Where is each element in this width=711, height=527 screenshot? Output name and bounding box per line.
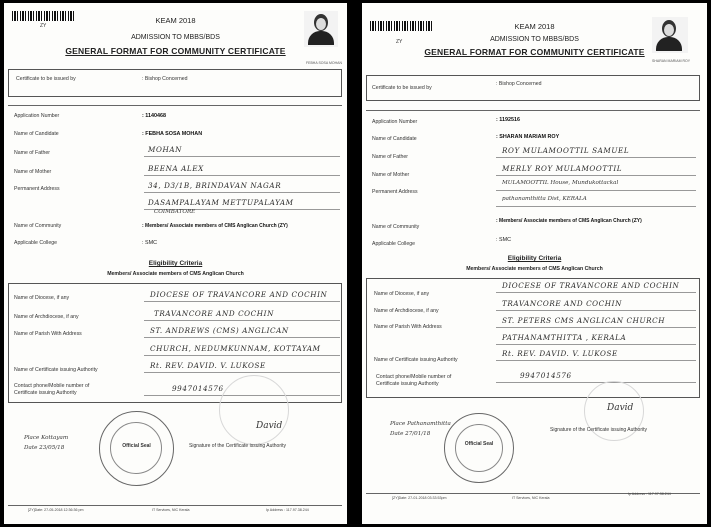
photo-caption: SHARAN MARIAM ROY <box>652 59 691 63</box>
address-line2: pathanamthitta Dist, KERALA <box>502 196 587 202</box>
community-value: : Members/ Associate members of CMS Anglican Church (ZY) <box>496 218 642 224</box>
parish-label: Name of Parish With Address <box>374 324 442 330</box>
candidate-name-value: : FEBHA SOSA MOHAN <box>142 131 203 137</box>
certificate-left <box>4 3 347 524</box>
father-name-value: MOHAN <box>148 145 182 154</box>
signature-caption: Signature of the Certificate issuing Authority <box>189 443 286 449</box>
contact-value: 9947014576 <box>520 371 572 380</box>
address-label: Permanent Address <box>14 186 60 192</box>
college-value: : SMC <box>142 240 157 246</box>
father-name-label: Name of Father <box>372 154 409 160</box>
authority-label: Name of Certificate issuing Authority <box>374 357 458 363</box>
footer-date: [ZY]Date: 27-05-2018 12:36:36 pm <box>28 508 84 512</box>
footer-service: IT Services, NIC Kerala <box>512 496 550 500</box>
address-line1: 34, D3/1B, BRINDAVAN NAGAR <box>148 181 282 190</box>
category-code: ZY <box>40 23 47 29</box>
address-line1: MULAMOOTTIL House, Mundukottackal <box>502 180 619 186</box>
community-label: Name of Community <box>372 224 420 230</box>
contact-label-1: Contact phone/Mobile number of <box>14 383 90 389</box>
signature-caption: Signature of the Certificate issuing Authority <box>550 427 647 433</box>
barcode-icon <box>370 21 432 31</box>
authority-value: Rt. REV. DAVID. V. LUKOSE <box>502 349 618 358</box>
parish-line1: ST. ANDREWS (CMS) ANGLICAN <box>150 326 289 335</box>
seal-text: Official Seal <box>464 441 494 447</box>
application-number-label: Application Number <box>372 119 418 125</box>
contact-value: 9947014576 <box>172 384 224 393</box>
contact-label-2: Certificate issuing Authority <box>14 390 77 396</box>
authority-value: Rt. REV. DAVID. V. LUKOSE <box>150 361 266 370</box>
place-field: Place Pathanamthitta <box>390 421 451 427</box>
mother-name-label: Name of Mother <box>14 169 52 175</box>
signature: David <box>256 421 283 431</box>
diocese-value: DIOCESE OF TRAVANCORE AND COCHIN <box>502 281 680 290</box>
divider <box>8 105 342 106</box>
admission-title: ADMISSION TO MBBS/BDS <box>131 34 220 41</box>
category-code: ZY <box>396 39 403 45</box>
official-seal-icon <box>444 413 514 483</box>
archdiocese-value: TRAVANCORE AND COCHIN <box>502 299 622 308</box>
parish-line2: CHURCH, NEDUMKUNNAM, KOTTAYAM <box>150 344 321 353</box>
certificate-right <box>362 3 707 524</box>
eligibility-title: Eligibility Criteria <box>507 255 562 262</box>
issued-by-label: Certificate to be issued by <box>16 76 76 82</box>
issued-by-box <box>8 69 342 97</box>
community-label: Name of Community <box>14 223 62 229</box>
parish-label: Name of Parish With Address <box>14 331 82 337</box>
eligibility-title: Eligibility Criteria <box>148 260 203 267</box>
archdiocese-label: Name of Archdiocese, if any <box>14 314 79 320</box>
college-label: Applicable College <box>372 241 415 247</box>
parish-line1: ST. PETERS CMS ANGLICAN CHURCH <box>502 316 666 325</box>
diocese-label: Name of Diocese, if any <box>374 291 430 297</box>
college-value: : SMC <box>496 237 511 243</box>
candidate-photo <box>652 17 688 53</box>
exam-title: KEAM 2018 <box>514 22 555 31</box>
father-name-label: Name of Father <box>14 150 51 156</box>
application-number-value: : 1140468 <box>142 113 166 119</box>
contact-label-1: Contact phone/Mobile number of <box>376 374 452 380</box>
page-title: GENERAL FORMAT FOR COMMUNITY CERTIFICATE <box>424 47 645 57</box>
diocese-label: Name of Diocese, if any <box>14 295 70 301</box>
diocese-value: DIOCESE OF TRAVANCORE AND COCHIN <box>150 290 328 299</box>
mother-name-value: MERLY ROY MULAMOOTTIL <box>502 164 623 173</box>
date-field: Date 23/05/18 <box>24 445 65 451</box>
archdiocese-value: TRAVANCORE AND COCHIN <box>154 309 274 318</box>
address-line3: COIMBATORE <box>154 209 196 215</box>
page-title: GENERAL FORMAT FOR COMMUNITY CERTIFICATE <box>65 46 286 56</box>
community-value: : Members/ Associate members of CMS Anglican Church (ZY) <box>142 223 288 229</box>
photo-caption: FEBHA SOSA MOHAN <box>306 61 342 65</box>
issued-by-value: : Bishop Concerned <box>496 81 542 87</box>
candidate-photo <box>304 11 338 47</box>
signature: David <box>607 403 634 413</box>
application-number-value: : 1192516 <box>496 117 520 123</box>
issued-by-label: Certificate to be issued by <box>372 85 432 91</box>
seal-text: Official Seal <box>122 443 151 449</box>
application-number-label: Application Number <box>14 113 60 119</box>
candidate-name-label: Name of Candidate <box>372 136 417 142</box>
footer-service: IT Services, NIC Kerala <box>152 508 190 512</box>
candidate-name-label: Name of Candidate <box>14 131 59 137</box>
footer-ip: Ip Address : 117.97.38.244 <box>628 492 671 496</box>
exam-title: KEAM 2018 <box>155 16 196 25</box>
address-label: Permanent Address <box>372 189 418 195</box>
eligibility-subtitle: Members/ Associate members of CMS Anglican Church <box>107 271 244 277</box>
date-field: Date 27/01/18 <box>390 431 431 437</box>
candidate-name-value: : SHARAN MARIAM ROY <box>496 134 560 140</box>
archdiocese-label: Name of Archdiocese, if any <box>374 308 439 314</box>
college-label: Applicable College <box>14 240 57 246</box>
address-line2: DASAMPALAYAM METTUPALAYAM <box>148 198 294 207</box>
footer-ip: Ip Address : 117.97.38.244 <box>266 508 309 512</box>
authority-label: Name of Certificate issuing Authority <box>14 367 98 373</box>
contact-label-2: Certificate issuing Authority <box>376 381 439 387</box>
issued-by-value: : Bishop Concerned <box>142 76 188 82</box>
barcode-icon <box>12 11 74 21</box>
mother-name-value: BEENA ALEX <box>148 164 204 173</box>
father-name-value: ROY MULAMOOTTIL SAMUEL <box>502 146 630 155</box>
parish-line2: PATHANAMTHITTA , KERALA <box>502 333 627 342</box>
mother-name-label: Name of Mother <box>372 172 410 178</box>
eligibility-subtitle: Members/ Associate members of CMS Anglican Church <box>466 266 603 272</box>
admission-title: ADMISSION TO MBBS/BDS <box>490 36 579 43</box>
footer-date: [ZY]Date: 27-01-2018 03:33:53pm <box>392 496 447 500</box>
place-field: Place Kottayam <box>24 435 69 441</box>
